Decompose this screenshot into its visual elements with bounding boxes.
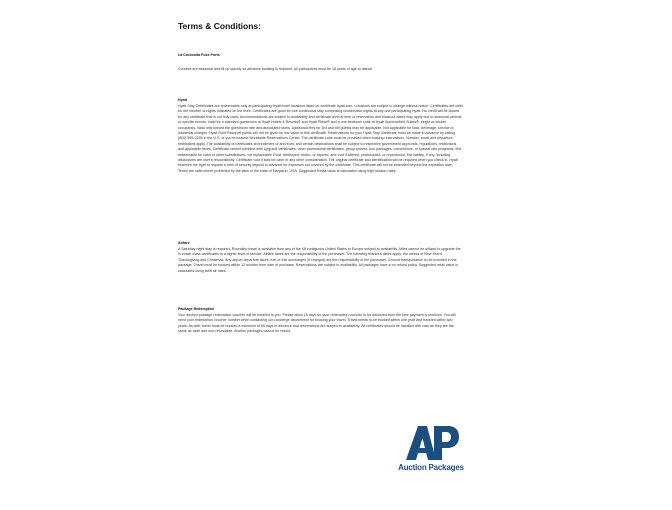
section-body-hyatt: Hyatt Stay Certificates are redeemable only at participating Hyatt hotel locations listed on certificate hyatt.com. Locations are subject to change without notice. Certificates are valid for the number of nights indicated on the front. Certificates are good for one continuous stay comprising consecutive nights at any one participating Hyatt. No credit will be issued for any certificate that is not fully used. Accommodations are subject to availability and certificate level at time of reservation and blackout dates may apply due to seasonal periods or specific events. Valid for a standard guestroom at Hyatt Hotels & Resorts® and Hyatt Place® and a one-bedroom suite at Hyatt Summerfield Suites®, single or double occupancy. Valid only toward the guestroom rate and associated taxes. Additional fees for 3rd and 4th guests may be applicable. Not applicable for food, beverage, service or incidental charges. Hyatt Gold Passport points will not be given for the value of this certificate. Reservations for your Hyatt Stay Certificate must be made in advance by calling (800) 555-0155 in the U.S. or you're nearest Worldwide Reservations Center. The certificate code must be provided when making reservations. Number, email and departure restrictions apply. The availability of certificates at enrollment or and from, and certain destinations shall be subject to respective government approvals, regulations, restrictions and applicable taxes. Certificate cannot combine with Upgrade certificates, other promotional certificates, group protest, tour packages, conventions, or special rate programs. Not redeemable for cash or other substitutions, not replaceable if lost, destroyed, stolen, or expired, and void if altered, photocopied, or reproduced. Tax liability, if any, including disclosures are user's responsibility. Certificate void if sold for cash or any other consideration. The original certificate and identification will be required when you check in. Hyatt reserves the right to request a form of security deposit in advance for expenses not covered by the certificate. This certificate will not be extended beyond the expiration date. Terms are valid where prohibited by the laws of the state of Maryland, USA. Suggested Retail value is calculated using high season rates.	[178, 104, 463, 173]
logo-wordmark: Auction Packages	[398, 463, 464, 472]
section-body-package-redemption: Your auction package redemption voucher will be emailed to you. Please allow 15 days for your redemption voucher to be delivered from the time payment is received. You will need your redemption voucher number when contacting our concierge department for booking your travel. Travel needs to be booked within one year and traveled within two years. As well, travel must be booked a minimum of 60 days in advance and reservations are subject to availability. All certificates should be handled with care as they are the same as cash and non-refundable. Auction packages cannot be resold.	[178, 313, 456, 334]
section-heading-lacordonita: La Cordonita Foxx Ports	[178, 53, 220, 57]
section-body-lacordonita: Courses are seasonal and fill up quickly so advance booking is required. All participants must be 18 years of age to attend.	[178, 67, 373, 71]
section-heading-package-redemption: Package Redemption	[178, 307, 215, 311]
auction-packages-logo	[396, 420, 466, 492]
section-body-airfare: A Saturday night stay is required. Roundtrip travel is available from any of the 48 contiguous United States to Europe subject to availability. Miles cannot be utilized to upgrade the in coach class certificates to a higher level of service. Airfare taxes are the responsibility of the purchaser. The following blackout dates apply: the weeks of New Year's Thanksgiving and Christmas. Any airport departure taxes, fuel or fuel surcharges (if charged) are the responsibility of the purchaser. Ground transportation is not included in the package. Travel must be booked within 12 months from date of purchase. Reservations are subject to availability. All packages have a no refund policy. Suggested retail value is calculated using tariff air rates.	[178, 247, 461, 273]
document-title: Terms & Conditions:	[178, 21, 261, 31]
section-heading-airfare: Airfare	[178, 241, 190, 245]
section-heading-hyatt: Hyatt	[178, 98, 187, 102]
ap-logo-mark-icon	[396, 420, 466, 462]
